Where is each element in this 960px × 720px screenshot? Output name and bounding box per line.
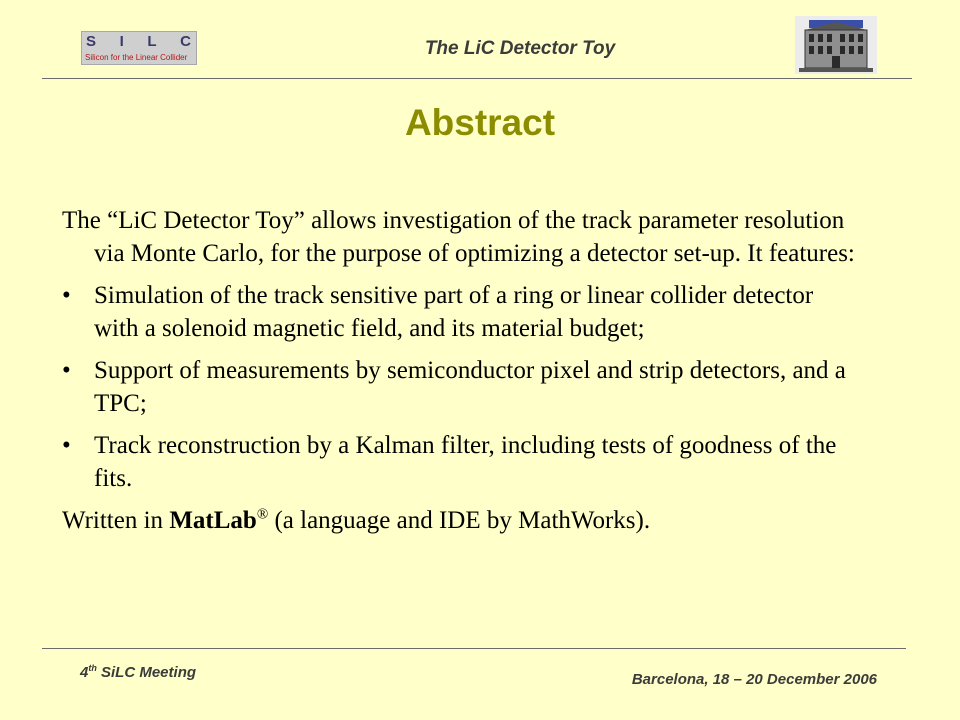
bullet-text: Track reconstruction by a Kalman filter, including tests of goodness of the fits. [94,432,837,492]
closing-paragraph [62,504,862,537]
bullet-item [62,354,862,420]
intro-paragraph: The “LiC Detector Toy” allows investigation of the track parameter resolution via Monte Carlo, for the purpose of optimizing a detector set-up. It features: [62,207,855,267]
slide-title: Abstract [404,102,556,143]
silc-letter-c: C [180,33,192,50]
building-logo-icon [795,16,877,74]
bullet-item [62,429,862,495]
header-divider [42,78,912,79]
bullet-text: Support of measurements by semiconductor pixel and strip detectors, and a TPC; [94,357,846,417]
slide-body [62,204,862,546]
footer-meeting [80,664,196,681]
registered-mark: ® [256,506,269,523]
closing-prefix: Written in [62,507,170,534]
meeting-name: SiLC Meeting [96,664,197,681]
silc-letter-l: L [147,33,158,50]
bullet-icon: • [62,357,71,384]
bullet-text: Simulation of the track sensitive part of a ring or linear collider detector with a solenoid magnetic field, and its material budget; [94,282,814,342]
silc-letter-s: S [86,33,98,50]
matlab-name: MatLab [169,507,257,534]
footer-divider [42,648,906,649]
bullet-item [62,279,862,345]
bullet-icon: • [62,432,71,459]
bullet-icon: • [62,282,71,309]
meeting-ordinal-suffix: th [88,663,97,673]
silc-letter-i: I [119,33,125,50]
meeting-ordinal: 4 [80,664,89,681]
footer-place-date: Barcelona, 18 – 20 December 2006 [631,671,877,688]
silc-logo-tagline: Silicon for the Linear Collider [85,53,188,62]
closing-suffix: (a language and IDE by MathWorks). [268,507,651,534]
header-title: The LiC Detector Toy [424,38,616,59]
